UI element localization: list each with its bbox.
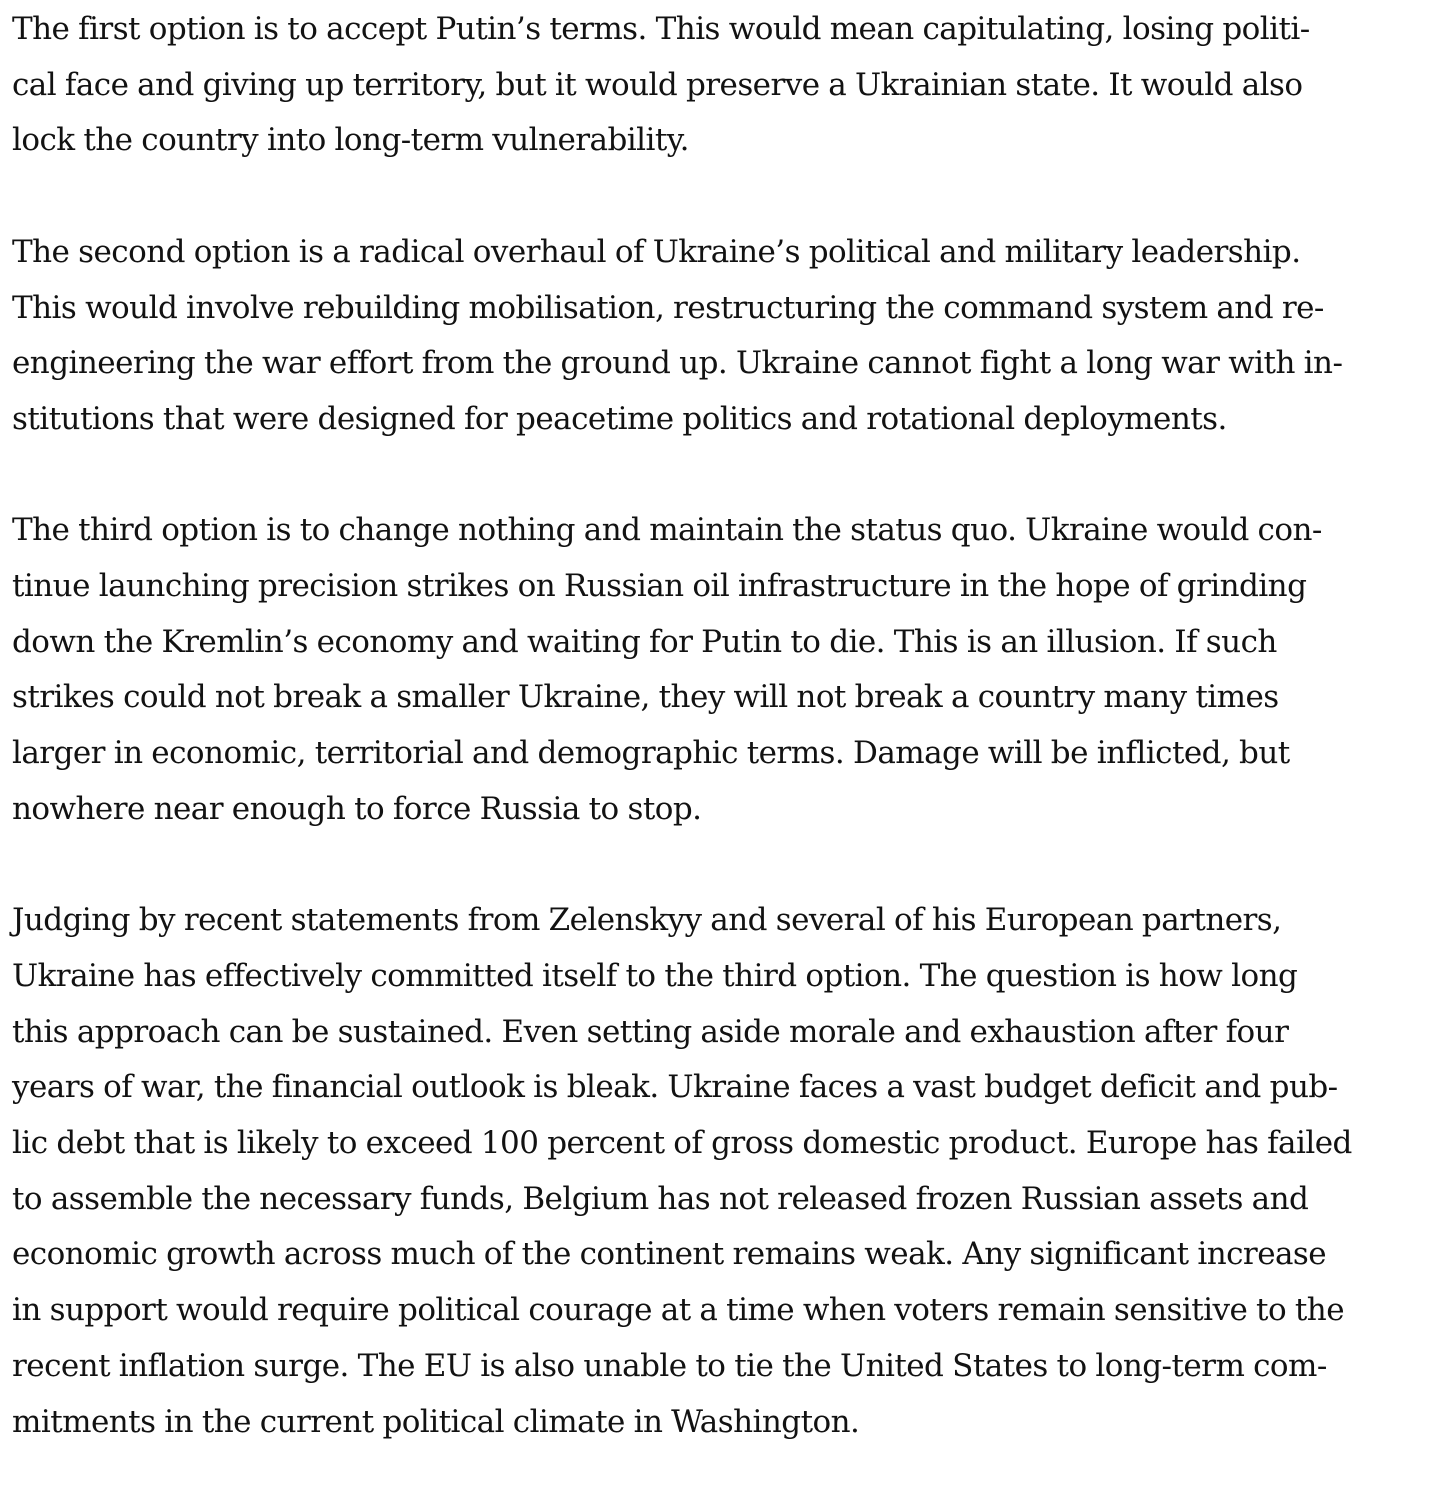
- text-line: tinue launching precision strikes on Russian oil infrastructure in the hope of grinding: [12, 568, 1307, 604]
- text-line: lic debt that is likely to exceed 100 percent of gross domestic product. Europe has failed: [12, 1125, 1352, 1162]
- text-line: lock the country into long-term vulnerability.: [12, 122, 689, 159]
- article-body: [12, 2, 1448, 1506]
- text-line: nowhere near enough to force Russia to stop.: [12, 790, 702, 827]
- text-line: strikes could not break a smaller Ukraine, they will not break a country many times: [12, 679, 1279, 716]
- text-line: to assemble the necessary funds, Belgium has not released frozen Russian assets and: [12, 1180, 1309, 1217]
- text-line: Judging by recent statements from Zelenskyy and several of his European partners,: [12, 902, 1282, 939]
- paragraph-conclusion: [12, 893, 1448, 1450]
- text-line: years of war, the financial outlook is bleak. Ukraine faces a vast budget deficit and pub-: [12, 1069, 1338, 1106]
- paragraph-second-option: [12, 225, 1448, 448]
- text-line: The second option is a radical overhaul of Ukraine’s political and military leadership.: [12, 233, 1301, 270]
- text-line: mitments in the current political climate in Washington.: [12, 1403, 860, 1440]
- text-line: The first option is to accept Putin’s terms. This would mean capitulating, losing politi-: [12, 11, 1310, 47]
- text-line: This would involve rebuilding mobilisation, restructuring the command system and re-: [12, 289, 1324, 326]
- paragraph-third-option: [12, 503, 1448, 837]
- text-line: engineering the war effort from the ground up. Ukraine cannot fight a long war with in-: [12, 345, 1343, 382]
- text-line: economic growth across much of the continent remains weak. Any significant increase: [12, 1236, 1327, 1273]
- text-line: down the Kremlin’s economy and waiting for Putin to die. This is an illusion. If such: [12, 623, 1277, 660]
- text-line: in support would require political courage at a time when voters remain sensitive to the: [12, 1292, 1345, 1329]
- paragraph-first-option: [12, 2, 1448, 169]
- text-line: this approach can be sustained. Even setting aside morale and exhaustion after four: [12, 1013, 1289, 1050]
- text-line: The third option is to change nothing and maintain the status quo. Ukraine would con-: [12, 512, 1322, 549]
- text-line: larger in economic, territorial and demographic terms. Damage will be inflicted, but: [12, 735, 1290, 772]
- text-line: stitutions that were designed for peacetime politics and rotational deployments.: [12, 400, 1227, 437]
- text-line: Ukraine has effectively committed itself to the third option. The question is how long: [12, 957, 1298, 994]
- text-line: cal face and giving up territory, but it would preserve a Ukrainian state. It would also: [12, 66, 1303, 103]
- text-line: recent inflation surge. The EU is also unable to tie the United States to long-term com-: [12, 1347, 1327, 1384]
